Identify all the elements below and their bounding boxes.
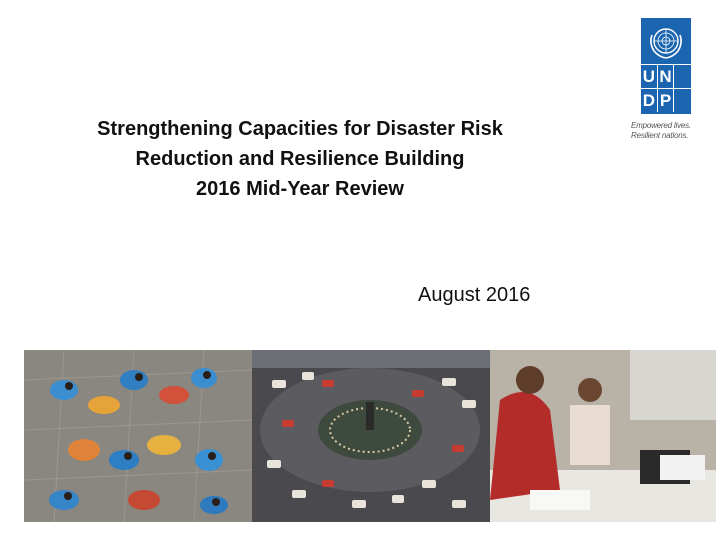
logo-letter xyxy=(674,88,691,112)
tagline-line-1: Empowered lives. xyxy=(631,121,691,130)
logo-letter: P xyxy=(658,88,675,112)
office-meeting-photo xyxy=(490,350,716,522)
undp-letters xyxy=(641,64,691,112)
undp-tagline xyxy=(631,121,706,141)
undp-logo xyxy=(641,18,691,114)
dancers-photo xyxy=(24,350,252,522)
un-emblem-icon xyxy=(645,21,687,63)
slide-title xyxy=(40,114,560,204)
tagline-line-2: Resilient nations. xyxy=(631,131,689,140)
slide-date: August 2016 xyxy=(418,284,531,306)
title-line-1: Strengthening Capacities for Disaster Risk xyxy=(97,118,503,140)
logo-letter: U xyxy=(641,64,658,88)
title-line-3: 2016 Mid-Year Review xyxy=(196,178,404,200)
traffic-roundabout-photo xyxy=(252,350,490,522)
logo-letter xyxy=(674,64,691,88)
title-line-2: Reduction and Resilience Building xyxy=(135,148,465,170)
logo-letter: D xyxy=(641,88,658,112)
logo-letter: N xyxy=(658,64,675,88)
